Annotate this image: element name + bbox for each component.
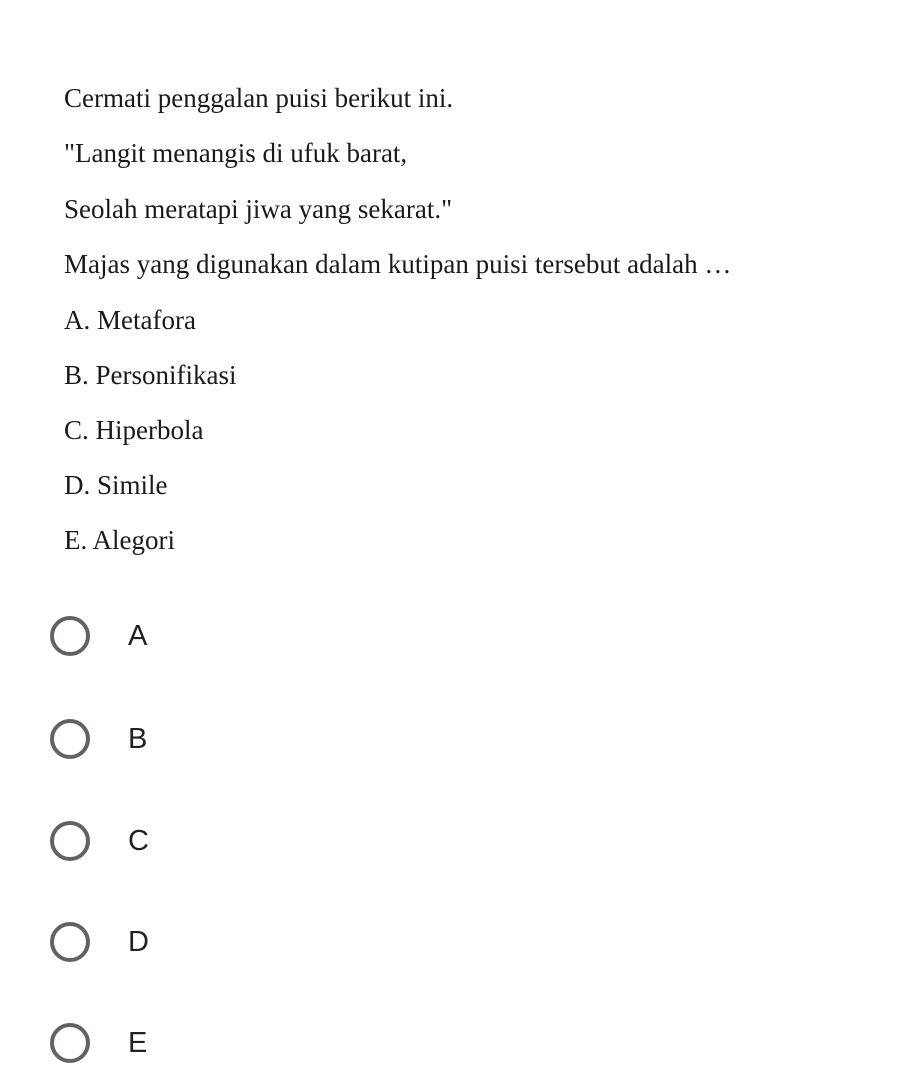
option-label-d: D bbox=[128, 925, 149, 958]
radio-button-d[interactable] bbox=[50, 922, 90, 962]
question-prompt: Majas yang digunakan dalam kutipan puisi tersebut adalah … bbox=[64, 249, 732, 279]
option-label-b: B bbox=[128, 722, 148, 755]
radio-button-b[interactable] bbox=[50, 719, 90, 759]
choice-text-b: B. Personifikasi bbox=[64, 360, 237, 390]
radio-button-a[interactable] bbox=[50, 616, 90, 656]
choice-text-a: A. Metafora bbox=[64, 305, 196, 335]
radio-button-c[interactable] bbox=[50, 821, 90, 861]
choice-text-e: E. Alegori bbox=[64, 525, 175, 555]
option-label-e: E bbox=[128, 1026, 148, 1059]
choice-text-c: C. Hiperbola bbox=[64, 415, 204, 445]
option-label-c: C bbox=[128, 824, 149, 857]
option-e[interactable] bbox=[50, 1017, 450, 1069]
radio-button-e[interactable] bbox=[50, 1023, 90, 1063]
choice-text-d: D. Simile bbox=[64, 470, 168, 500]
question-intro: Cermati penggalan puisi berikut ini. bbox=[64, 83, 454, 113]
poem-line-1: "Langit menangis di ufuk barat, bbox=[64, 138, 408, 168]
option-a[interactable] bbox=[50, 610, 450, 662]
option-c[interactable] bbox=[50, 815, 450, 867]
option-label-a: A bbox=[128, 619, 148, 652]
option-b[interactable] bbox=[50, 713, 450, 765]
option-d[interactable] bbox=[50, 916, 450, 968]
poem-line-2: Seolah meratapi jiwa yang sekarat." bbox=[64, 194, 453, 224]
